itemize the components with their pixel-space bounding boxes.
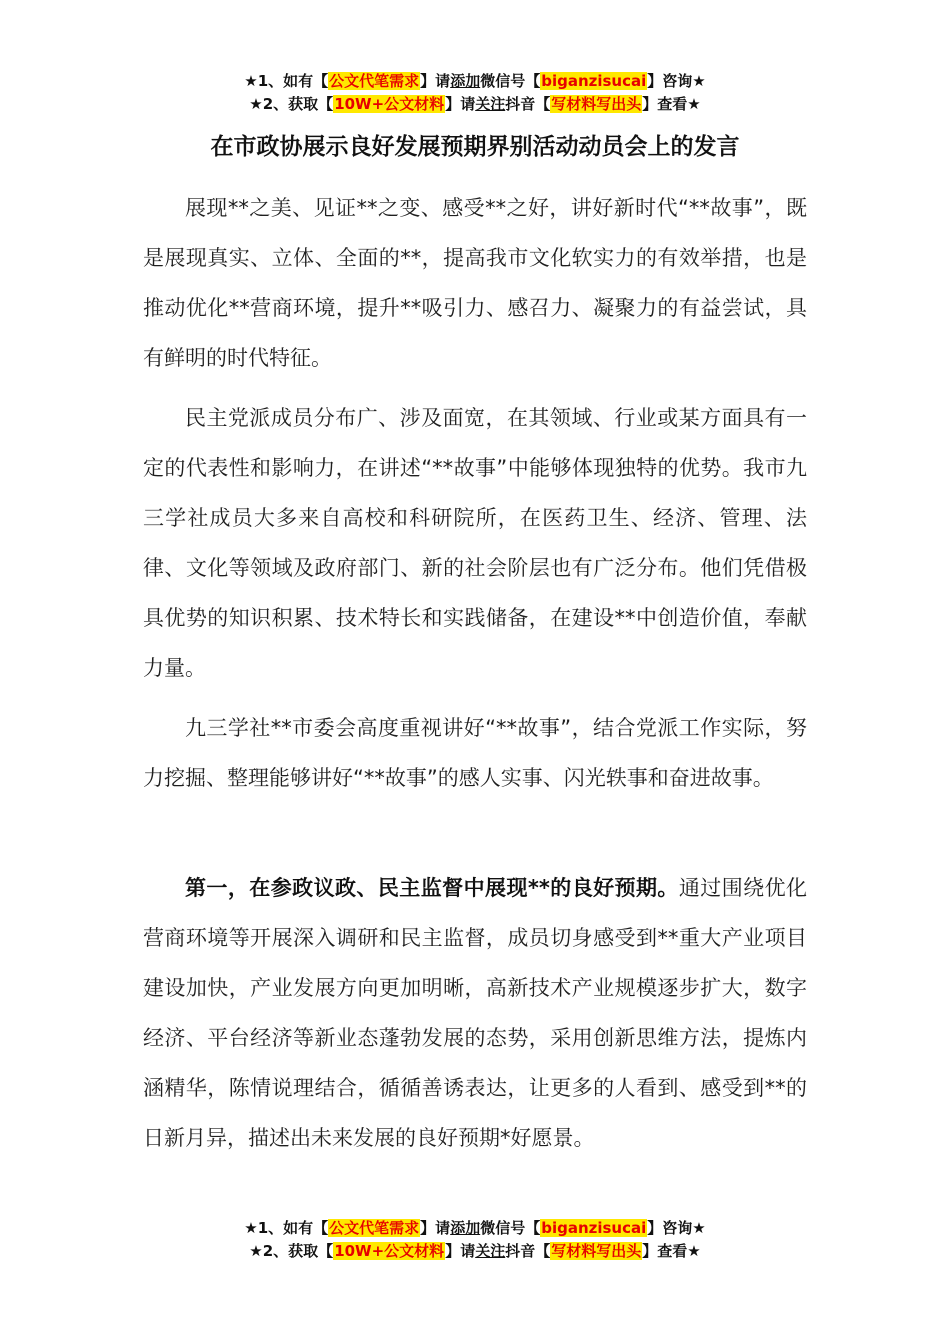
paragraph-text: 展现**之美、见证**之变、感受**之好，讲好新时代“**故事”，既是展现真实、立体、全面的**，提高我市文化软实力的有效举措，也是推动优化**营商环境，提升**吸引力、感召力、凝聚力的有益尝试，具有鲜明的时代特征。	[143, 196, 807, 370]
promo-text: ★2、获取【	[249, 1242, 334, 1260]
promo-douyin-id: 写材料写出头	[551, 95, 642, 113]
promo-text: 】请	[445, 95, 476, 113]
promo-underline: 关注	[475, 95, 506, 113]
promo-text: 】请	[445, 1242, 476, 1260]
promo-wechat-id: biganzisucai	[541, 1219, 647, 1237]
promo-text: 】查看★	[642, 95, 701, 113]
promo-text: 】请	[420, 72, 451, 90]
paragraph-point-1	[143, 863, 807, 1163]
promo-banner-top	[0, 70, 950, 116]
promo-line-2	[0, 1240, 950, 1263]
promo-underline: 添加	[450, 1219, 481, 1237]
promo-text: ★1、如有【	[244, 72, 329, 90]
paragraph-2	[143, 393, 807, 693]
promo-wechat-id: biganzisucai	[541, 72, 647, 90]
promo-line-2	[0, 93, 950, 116]
promo-text: 】咨询★	[647, 1219, 706, 1237]
promo-highlight: 10W+公文材料	[334, 1242, 445, 1260]
promo-text: 】咨询★	[647, 72, 706, 90]
promo-banner-bottom	[0, 1217, 950, 1263]
promo-text: 微信号【	[480, 1219, 541, 1237]
promo-text: 微信号【	[480, 72, 541, 90]
promo-text: ★2、获取【	[249, 95, 334, 113]
point-text: 通过围绕优化营商环境等开展深入调研和民主监督，成员切身感受到**重大产业项目建设加快，产业发展方向更加明晰，高新技术产业规模逐步扩大，数字经济、平台经济等新业态蓬勃发展的态势，采用创新思维方法，提炼内涵精华，陈情说理结合，循循善诱表达，让更多的人看到、感受到**的日新月异，描述出未来发展的良好预期*好愿景。	[143, 876, 808, 1150]
promo-line-1	[0, 70, 950, 93]
promo-highlight: 公文代笔需求	[329, 72, 420, 90]
paragraph-1	[143, 183, 807, 383]
promo-highlight: 公文代笔需求	[329, 1219, 420, 1237]
promo-line-1	[0, 1217, 950, 1240]
promo-underline: 关注	[475, 1242, 506, 1260]
paragraph-3	[143, 703, 807, 803]
paragraph-text	[143, 863, 807, 1163]
promo-text: 】查看★	[642, 1242, 701, 1260]
promo-text: 抖音【	[505, 1242, 551, 1260]
promo-text: ★1、如有【	[244, 1219, 329, 1237]
promo-text: 】请	[420, 1219, 451, 1237]
document-title: 在市政协展示良好发展预期界别活动动员会上的发言	[210, 134, 740, 160]
promo-underline: 添加	[450, 72, 481, 90]
paragraph-text: 九三学社**市委会高度重视讲好“**故事”，结合党派工作实际，努力挖掘、整理能够讲好“**故事”的感人实事、闪光轶事和奋进故事。	[143, 716, 807, 790]
promo-highlight: 10W+公文材料	[334, 95, 445, 113]
paragraph-text: 民主党派成员分布广、涉及面宽，在其领域、行业或某方面具有一定的代表性和影响力，在讲述“**故事”中能够体现独特的优势。我市九三学社成员大多来自高校和科研院所，在医药卫生、经济、管理、法律、文化等领域及政府部门、新的社会阶层也有广泛分布。他们凭借极具优势的知识积累、技术特长和实践储备，在建设**中创造价值，奉献力量。	[143, 406, 807, 680]
point-heading: 第一，在参政议政、民主监督中展现**的良好预期。	[185, 876, 679, 900]
promo-text: 抖音【	[505, 95, 551, 113]
promo-douyin-id: 写材料写出头	[551, 1242, 642, 1260]
